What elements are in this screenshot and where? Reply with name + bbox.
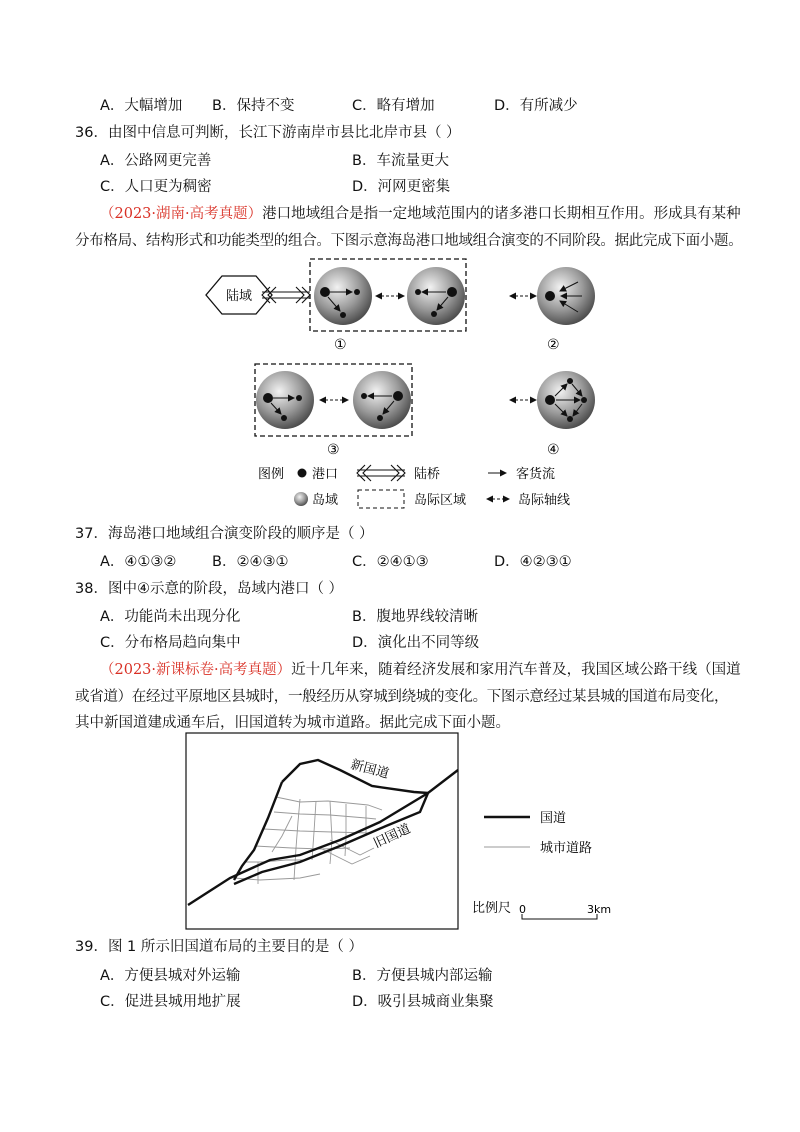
scale-start: 0 (519, 903, 526, 916)
legend-axis: 岛际轴线 (518, 493, 571, 508)
stage1-island-left (314, 267, 372, 325)
stage3-label: ③ (327, 442, 340, 458)
scale-label: 比例尺 (472, 901, 512, 916)
land-label: 陆域 (225, 289, 253, 304)
q36-option-d: D．河网更密集 (352, 179, 451, 195)
q37-stem: 37．海岛港口地域组合演变阶段的顺序是（ ） (75, 526, 374, 542)
legend-region-symbol (358, 490, 404, 508)
q38-stem: 38．图中④示意的阶段，岛域内港口（ ） (75, 581, 344, 597)
q35-option-a: A．大幅增加 (100, 98, 183, 114)
legend-national-road: 国道 (540, 811, 567, 826)
q37-option-c: C．②④①③ (352, 554, 429, 570)
stage2-island (537, 267, 595, 325)
q37-option-a: A．④①③② (100, 554, 177, 570)
q37-option-b: B．②④③① (212, 554, 289, 570)
legend-flow: 客货流 (516, 467, 556, 482)
q35-option-d: D．有所减少 (494, 98, 578, 114)
passage2-text1: 近十几年来，随着经济发展和家用汽车普及，我国区域公路干线（国道 (291, 662, 741, 678)
scale-end: 3km (587, 903, 612, 916)
q37-option-d: D．④②③① (494, 554, 572, 570)
q39-option-b: B．方便县城内部运输 (352, 968, 493, 984)
stage1-island-right (407, 267, 465, 325)
new-road-label: 新国道 (348, 757, 391, 782)
q36-stem: 36．由图中信息可判断，长江下游南岸市县比北岸市县（ ） (75, 125, 461, 141)
legend-city-road: 城市道路 (540, 841, 593, 856)
legend-bridge: 陆桥 (414, 467, 441, 482)
old-road-label: 旧国道 (371, 821, 414, 852)
passage1-line1 (100, 204, 741, 224)
port-evolution-diagram (0, 250, 800, 520)
q36-option-b: B．车流量更大 (352, 153, 449, 169)
q39-option-d: D．吸引县城商业集聚 (352, 994, 494, 1010)
stage4-island (537, 371, 595, 429)
passage1-text1: 港口地域组合是指一定地域范围内的诸多港口长期相互作用。形成具有某种 (262, 206, 741, 222)
passage2-text3: 其中新国道建成通车后，旧国道转为城市道路。据此完成下面小题。 (75, 715, 510, 731)
q39-option-c: C．促进县城用地扩展 (100, 994, 241, 1010)
q38-option-a: A．功能尚未出现分化 (100, 609, 241, 625)
q38-option-b: B．腹地界线较清晰 (352, 609, 478, 625)
passage1-text2: 分布格局、结构形式和功能类型的组合。下图示意海岛港口地域组合演变的不同阶段。据此完成下面小题。 (75, 233, 743, 249)
legend-title: 图例 (258, 467, 285, 482)
stage1-label: ① (334, 337, 347, 353)
stage2-label: ② (547, 337, 560, 353)
county-road-map (0, 730, 800, 935)
q39-stem: 39．图 1 所示旧国道布局的主要目的是（ ） (75, 939, 364, 955)
legend-island: 岛域 (312, 493, 339, 508)
q38-option-c: C．分布格局趋向集中 (100, 635, 241, 651)
q38-option-d: D．演化出不同等级 (352, 635, 480, 651)
q35-option-c: C．略有增加 (352, 98, 435, 114)
stage4-label: ④ (547, 442, 560, 458)
scale-bar (522, 914, 597, 919)
q39-option-a: A．方便县城对外运输 (100, 968, 241, 984)
q36-option-a: A．公路网更完善 (100, 153, 212, 169)
passage1-source: （2023·湖南·高考真题） (100, 206, 263, 222)
legend-bridge-symbol (357, 465, 405, 481)
q36-option-c: C．人口更为稠密 (100, 179, 212, 195)
legend-island-symbol (294, 492, 308, 506)
passage2-source: （2023·新课标卷·高考真题） (100, 662, 292, 678)
legend-port-symbol (298, 469, 307, 478)
passage2-line1 (100, 660, 741, 680)
stage3-island-right (353, 371, 411, 429)
passage2-text2: 或省道）在经过平原地区县城时，一般经历从穿城到绕城的变化。下图示意经过某县城的国道布局变化， (75, 689, 729, 705)
legend-port: 港口 (312, 467, 339, 482)
q35-option-b: B．保持不变 (212, 98, 295, 114)
legend-region: 岛际区域 (414, 493, 467, 508)
stage3-island-left (256, 371, 314, 429)
